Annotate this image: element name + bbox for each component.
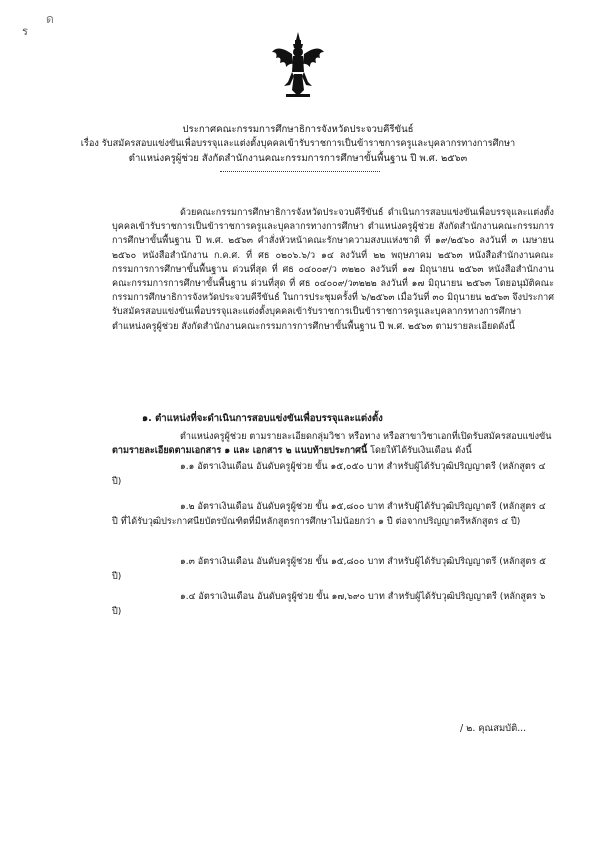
section-1-desc-text: ตำแหน่งครูผู้ช่วย ตามรายละเอียดกลุ่มวิชา หรือทาง หรือสาขาวิชาเอกที่เปิดรับสมัครสอบแข่งขัน	[180, 432, 552, 442]
intro-text: ด้วยคณะกรรมการศึกษาธิการจังหวัดประจวบคีรีขันธ์ ดำเนินการสอบแข่งขันเพื่อบรรจุและแต่งตั้งบุคคลเข้ารับราชการเป็นข้าราชการครูและบุคลากรทางการศึกษา ตำแหน่งครูผู้ช่วย สังกัดสำนักงานคณะกรรมการการศึกษาขั้นพื้นฐาน ปี พ.ศ. ๒๕๖๓ คำสั่งหัวหน้าคณะรักษาความสงบแห่งชาติ ที่ ๑๙/๒๕๖๐ ลงวันที่ ๓ เมษายน ๒๕๖๐ หนังสือสำนักงาน ก.ค.ศ. ที่ ศธ ๐๒๐๖.๖/ว ๑๔ ลงวันที่ ๒๒ พฤษภาคม ๒๕๖๓ หนังสือสำนักงานคณะกรรมการการศึกษาขั้นพื้นฐาน ด่วนที่สุด ที่ ศธ ๐๔๐๐๙/ว ๓๒๒๐ ลงวันที่ ๑๗ มิถุนายน ๒๕๖๓ หนังสือสำนักงานคณะกรรมการการศึกษาขั้นพื้นฐาน ด่วนที่สุด ที่ ศธ ๐๔๐๐๙/ว๓๒๒๒ ลงวันที่ ๑๗ มิถุนายน ๒๕๖๓ โดยอนุมัติคณะกรรมการศึกษาธิการจังหวัดประจวบคีรีขันธ์ ในการประชุมครั้งที่ ๖/๒๕๖๓ เมื่อวันที่ ๓๐ มิถุนายน ๒๕๖๓ จึงประกาศรับสมัครสอบแข่งขันเพื่อบรรจุและแต่งตั้งบุคคลเข้ารับราชการเป็นข้าราชการครูและบุคลากรทางการศึกษา ตำแหน่งครูผู้ช่วย สังกัดสำนักงานคณะกรรมการการศึกษาขั้นพื้นฐาน ปี พ.ศ. ๒๕๖๓ ตามรายละเอียดดังนี้	[112, 208, 554, 332]
corner-mark: ร	[22, 25, 28, 38]
announcement-subject: เรื่อง รับสมัครสอบแข่งขันเพื่อบรรจุและแต่งตั้งบุคคลเข้ารับราชการเป็นข้าราชการครูและบุคลากรทางการศึกษา	[80, 138, 516, 149]
salary-item-4-text: ๑.๔ อัตราเงินเดือน อันดับครูผู้ช่วย ขั้น ๑๗,๖๙๐ บาท สำหรับผู้ได้รับวุฒิปริญญาตรี (หลักสูตร ๖ ปี)	[112, 592, 546, 617]
salary-item-2	[112, 500, 554, 529]
next-page-footer: / ๒. คุณสมบัติ...	[460, 723, 527, 734]
section-1-title: ๑. ตำแหน่งที่จะดำเนินการสอบแข่งขันเพื่อบรรจุและแต่งตั้ง	[142, 413, 383, 424]
salary-item-3	[112, 555, 554, 584]
garuda-emblem-icon	[268, 30, 328, 100]
announcement-position: ตำแหน่งครูผู้ช่วย สังกัดสำนักงานคณะกรรมการการศึกษาขั้นพื้นฐาน ปี พ.ศ. ๒๕๖๓	[128, 153, 468, 164]
salary-item-3-text: ๑.๓ อัตราเงินเดือน อันดับครูผู้ช่วย ขั้น ๑๕,๘๐๐ บาท สำหรับผู้ได้รับวุฒิปริญญาตรี (หลักสูตร ๕ ปี)	[112, 557, 547, 582]
section-1-desc-bold: ตามรายละเอียดตามเอกสาร ๑ และ เอกสาร ๒ แนบท้ายประกาศนี้	[112, 446, 368, 457]
section-1-description	[112, 430, 554, 458]
header-divider	[220, 171, 380, 172]
salary-item-1	[112, 460, 554, 489]
salary-item-2-text: ๑.๒ อัตราเงินเดือน อันดับครูผู้ช่วย ขั้น ๑๕,๘๐๐ บาท สำหรับผู้ได้รับวุฒิปริญญาตรี (หลักสูตร ๔ ปี ที่ได้รับวุฒิประกาศนียบัตรบัณฑิตที่มีหลักสูตรการศึกษาไม่น้อยกว่า ๑ ปี ต่อจากปริญญาตรีหลักสูตร ๔ ปี)	[112, 502, 546, 527]
salary-item-1-text: ๑.๑ อัตราเงินเดือน อันดับครูผู้ช่วย ขั้น ๑๕,๐๕๐ บาท สำหรับผู้ได้รับวุฒิปริญญาตรี (หลักสูตร ๔ ปี)	[112, 462, 546, 487]
section-1-desc-tail: โดยให้ได้รับเงินเดือน ดังนี้	[367, 446, 472, 457]
salary-item-4	[112, 590, 554, 619]
intro-paragraph	[112, 206, 554, 334]
corner-mark-secondary: ด	[46, 12, 54, 26]
announcement-issuer: ประกาศคณะกรรมการศึกษาธิการจังหวัดประจวบคีรีขันธ์	[182, 124, 414, 135]
